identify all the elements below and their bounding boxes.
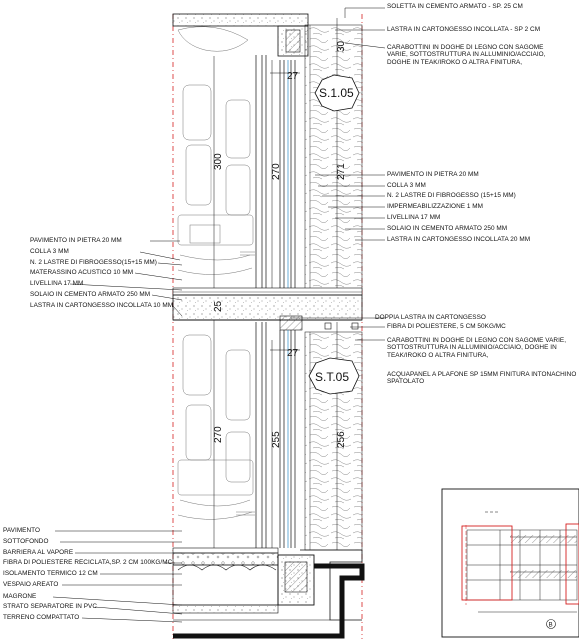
label-carabottini-low: CARABOTTINI IN DOGHE DI LEGNO CON SAGOME VARIE, SOTTOSTRUTTURA IN ALLUMINIO/ACCIAIO, DOGHE IN TEAK/IROKO O ALTRA FINITURA, (387, 337, 567, 359)
label-b-terreno: TERRENO COMPATTATO (3, 614, 80, 621)
dim-270-low: 270 (213, 426, 224, 443)
ground-floor-build-up (173, 548, 362, 636)
label-r-livellina: LIVELLINA 17 MM (387, 214, 441, 221)
label-acquapanel: ACQUAPANEL A PLAFONE SP 15MM FINITURA INTONACHINO SPATOLATO (387, 371, 577, 386)
label-r-colla: COLLA 3 MM (387, 182, 426, 189)
dim-27-low: 27 (287, 348, 299, 359)
label-carabottini-top: CARABOTTINI IN DOGHE DI LEGNO CON SAGOME VARIE, SOTTOSTRUTTURA IN ALLUMINIO/ACCIAIO, DOGHE IN TEAK/IROKO O ALTRA FINITURA, (387, 44, 546, 66)
label-r-solaio: SOLAIO IN CEMENTO ARMATO 250 MM (387, 225, 508, 232)
label-l-solaio: SOLAIO IN CEMENTO ARMATO 250 MM (30, 291, 151, 298)
label-b-sottofondo: SOTTOFONDO (3, 538, 49, 545)
label-b-fibra: FIBRA DI POLIESTERE RECICLATA,SP. 2 CM 100KG/MC (3, 559, 173, 566)
intermediate-floor (173, 288, 362, 330)
dim-300: 300 (213, 153, 224, 170)
label-b-barriera: BARRIERA AL VAPORE (3, 549, 74, 556)
dim-27-top: 27 (287, 71, 299, 82)
section-tag-upper-text: S.1.05 (319, 86, 354, 100)
label-lastra-cartongesso-top: LASTRA IN CARTONGESSO INCOLLATA - SP 2 CM (387, 26, 541, 33)
label-b-magrone: MAGRONE (3, 593, 37, 600)
key-plan-mark: B (548, 622, 553, 629)
label-l-fibrogesso: N. 2 LASTRE DI FIBROGESSO(15+15 MM) (30, 259, 157, 266)
label-l-pavimento: PAVIMENTO IN PIETRA 20 MM (30, 237, 122, 244)
label-fibra-poliestere: FIBRA DI POLIESTERE, 5 CM 50KG/MC (387, 323, 506, 330)
interior-elevation-upper (178, 27, 255, 275)
label-doppia-lastra: DOPPIA LASTRA IN CARTONGESSO (375, 314, 486, 321)
dim-271: 271 (336, 163, 347, 180)
label-r-impermeabilizzazione: IMPERMEABILIZZAZIONE 1 MM (387, 203, 484, 210)
section-tag-upper (315, 75, 359, 111)
label-b-pavimento: PAVIMENTO (3, 527, 41, 534)
label-b-isolamento: ISOLAMENTO TERMICO 12 CM (3, 570, 98, 577)
label-r-lastra: LASTRA IN CARTONGESSO INCOLLATA 20 MM (387, 236, 531, 243)
label-soletta-top: SOLETTA IN CEMENTO ARMATO - SP. 25 CM (387, 3, 523, 10)
dim-256: 256 (336, 431, 347, 448)
label-l-colla: COLLA 3 MM (30, 248, 69, 255)
label-l-lastra: LASTRA IN CARTONGESSO INCOLLATA 10 MM (30, 302, 174, 309)
label-b-vespaio: VESPAIO AREATO (3, 581, 59, 588)
label-r-pavimento: PAVIMENTO IN PIETRA 20 MM (387, 171, 479, 178)
key-plan-inset (442, 489, 579, 637)
label-r-fibrogesso: N. 2 LASTRE DI FIBROGESSO (15+15 MM) (387, 192, 516, 199)
section-tag-lower-text: S.T.05 (315, 370, 350, 384)
dim-255: 255 (271, 431, 282, 448)
top-slab (173, 14, 308, 56)
dim-25: 25 (213, 300, 224, 312)
label-l-livellina: LIVELLINA 17 MM (30, 280, 84, 287)
label-l-materassino: MATERASSINO ACUSTICO 10 MM (30, 269, 134, 276)
label-b-strato-pvc: STRATO SEPARATORE IN PVC (3, 603, 97, 610)
dim-270-top: 270 (271, 163, 282, 180)
section-tag-lower (309, 358, 359, 394)
dim-30: 30 (336, 40, 347, 52)
